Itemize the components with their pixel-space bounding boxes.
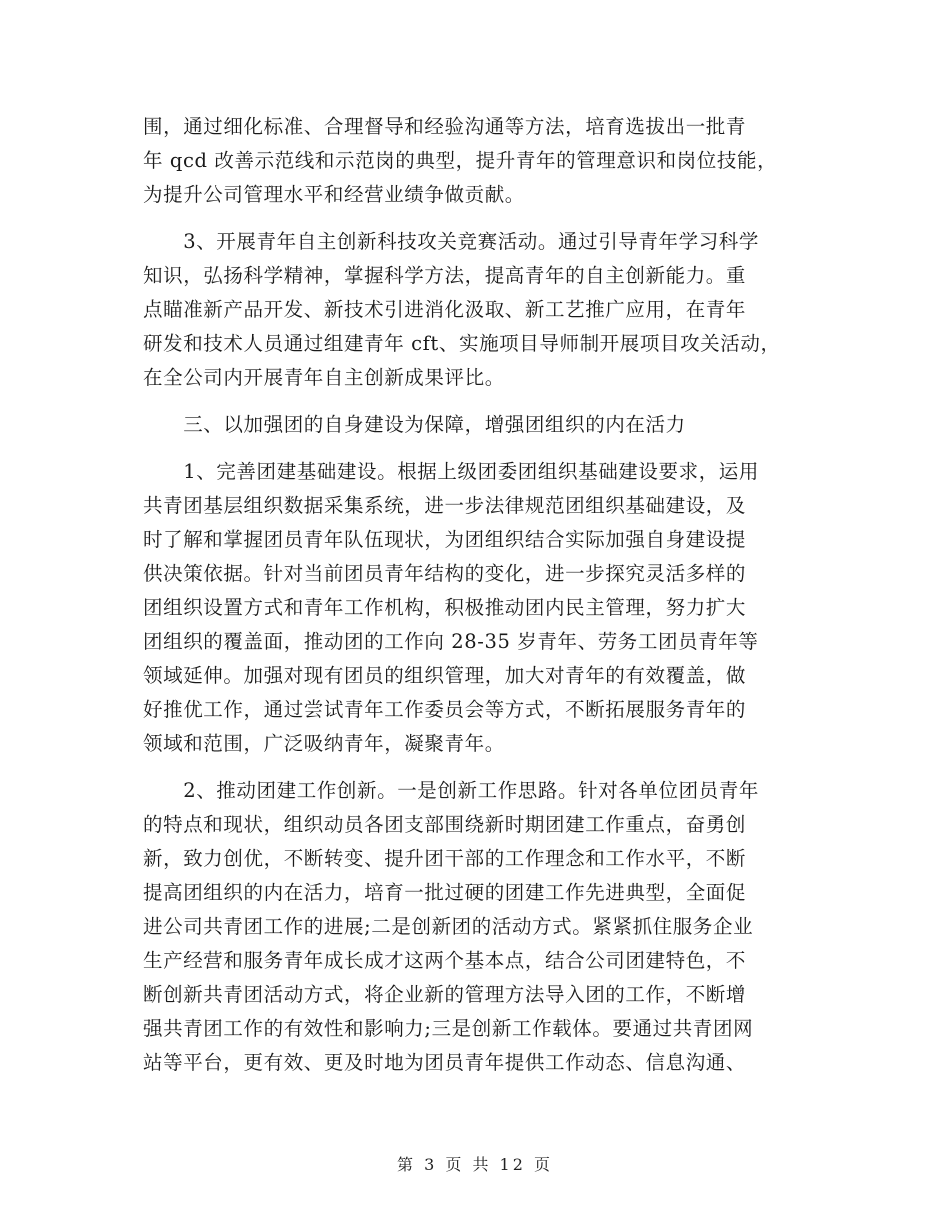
text-line: 年 qcd 改善示范线和示范岗的典型，提升青年的管理意识和岗位技能，: [143, 149, 778, 172]
text-line: 围，通过细化标准、合理督导和经验沟通等方法，培育选拔出一批青: [143, 115, 747, 138]
text-line: 点瞄准新产品开发、新技术引进消化汲取、新工艺推广应用，在青年: [143, 298, 747, 321]
text-line: 1、完善团建基础建设。根据上级团委团组织基础建设要求，运用: [143, 460, 760, 483]
text-line: 知识，弘扬科学精神，掌握科学方法，提高青年的自主创新能力。重: [143, 264, 747, 287]
text-line: 好推优工作，通过尝试青年工作委员会等方式，不断拓展服务青年的: [143, 698, 747, 721]
text-line: 站等平台，更有效、更及时地为团员青年提供工作动态、信息沟通、: [143, 1051, 747, 1074]
text-line: 强共青团工作的有效性和影响力;三是创新工作载体。要通过共青团网: [143, 1017, 754, 1040]
text-line: 提高团组织的内在活力，培育一批过硬的团建工作先进典型，全面促: [143, 881, 747, 904]
text-line: 的特点和现状，组织动员各团支部围绕新时期团建工作重点，奋勇创: [143, 813, 747, 836]
text-line: 团组织的覆盖面，推动团的工作向 28-35 岁青年、劳务工团员青年等: [143, 630, 759, 653]
text-line: 在全公司内开展青年自主创新成果评比。: [143, 366, 505, 389]
text-line: 时了解和掌握团员青年队伍现状，为团组织结合实际加强自身建设提: [143, 528, 747, 551]
text-line: 为提升公司管理水平和经营业绩争做贡献。: [143, 183, 525, 206]
text-line: 断创新共青团活动方式，将企业新的管理方法导入团的工作，不断增: [143, 983, 747, 1006]
text-line: 领域和范围，广泛吸纳青年，凝聚青年。: [143, 732, 505, 755]
text-line: 2、推动团建工作创新。一是创新工作思路。针对各单位团员青年: [143, 779, 760, 802]
text-line: 共青团基层组织数据采集系统，进一步法律规范团组织基础建设，及: [143, 494, 747, 517]
text-line: 团组织设置方式和青年工作机构，积极推动团内民主管理，努力扩大: [143, 596, 747, 619]
page-number-footer: 第 3 页 共 12 页: [397, 1155, 553, 1174]
text-line: 研发和技术人员通过组建青年 cft、实施项目导师制开展项目攻关活动，: [143, 332, 781, 355]
text-line: 进公司共青团工作的进展;二是创新团的活动方式。紧紧抓住服务企业: [143, 915, 754, 938]
text-line: 领域延伸。加强对现有团员的组织管理，加大对青年的有效覆盖，做: [143, 664, 747, 687]
text-line: 供决策依据。针对当前团员青年结构的变化，进一步探究灵活多样的: [143, 562, 747, 585]
section-heading: 三、以加强团的自身建设为保障，增强团组织的内在活力: [143, 413, 686, 436]
text-line: 新，致力创优，不断转变、提升团干部的工作理念和工作水平，不断: [143, 847, 747, 870]
text-line: 3、开展青年自主创新科技攻关竞赛活动。通过引导青年学习科学: [143, 230, 760, 253]
text-line: 生产经营和服务青年成长成才这两个基本点，结合公司团建特色，不: [143, 949, 747, 972]
